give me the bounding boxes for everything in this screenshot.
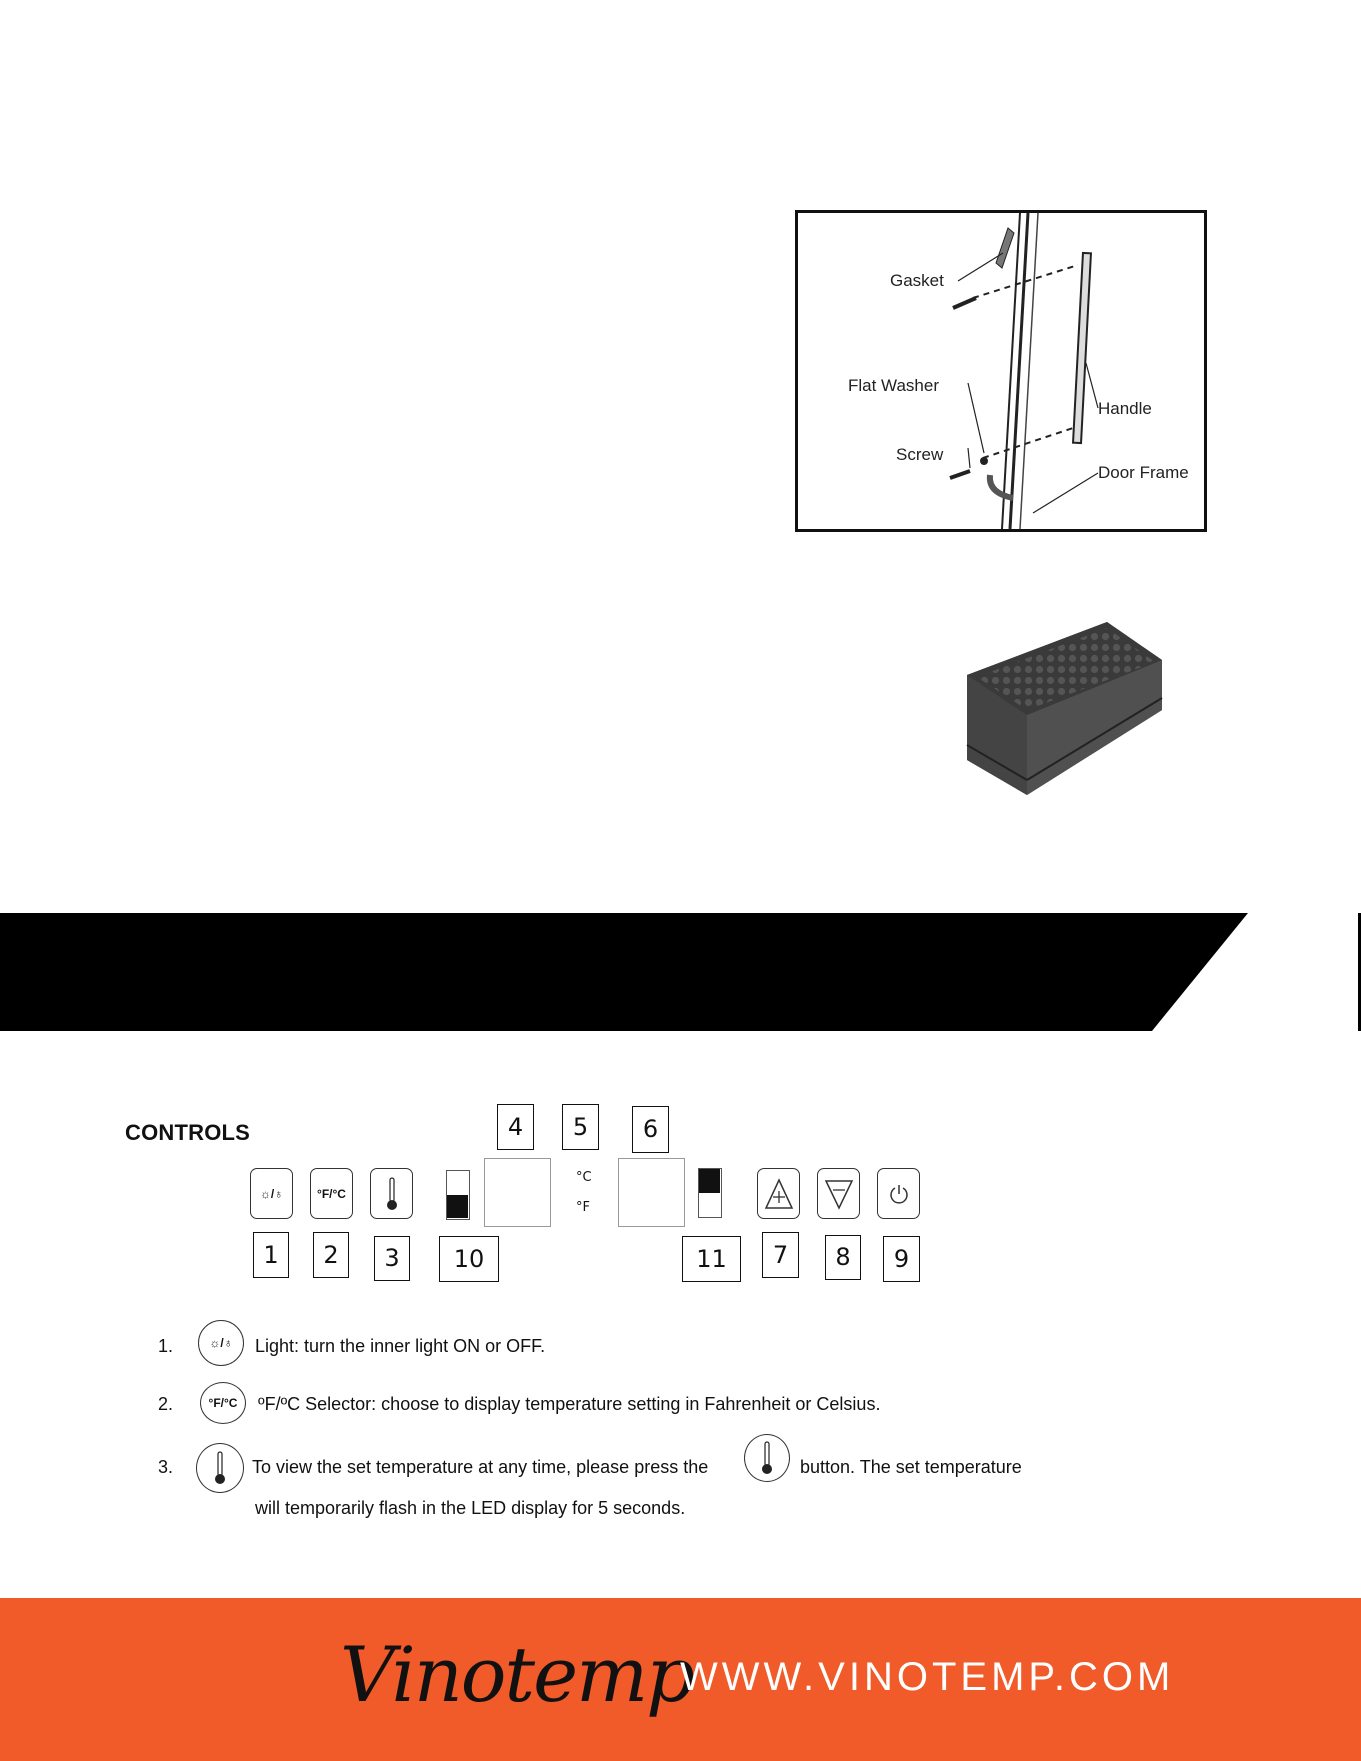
callout-4: 4 <box>497 1104 534 1150</box>
temp-down-button[interactable] <box>817 1168 860 1219</box>
item-1-number: 1. <box>158 1336 174 1356</box>
section-banner <box>0 913 1361 1031</box>
fc-selector-icon: °F/°C <box>200 1382 246 1424</box>
power-icon <box>888 1183 910 1205</box>
item-3-number: 3. <box>158 1457 174 1477</box>
controls-heading: CONTROLS <box>125 1120 251 1145</box>
callout-3: 3 <box>374 1236 410 1281</box>
handle-installation-diagram <box>795 210 1207 532</box>
handle-label: Handle <box>1098 399 1152 418</box>
fahrenheit-celsius-button[interactable] <box>310 1168 353 1219</box>
light-icon: ☼/♁ <box>198 1320 244 1366</box>
callout-6: 6 <box>632 1106 669 1153</box>
flat-washer-label: Flat Washer <box>848 376 940 395</box>
callout-8: 8 <box>825 1235 861 1280</box>
celsius-indicator: °C <box>576 1170 592 1185</box>
callout-2: 2 <box>313 1232 349 1278</box>
item-3-text-c: will temporarily flash in the LED display for 5 seconds. <box>255 1498 686 1518</box>
zone-indicator-left <box>446 1170 470 1220</box>
bottle-icon-lower <box>447 1195 468 1218</box>
item-2-number: 2. <box>158 1394 174 1414</box>
item-3-text-a: To view the set temperature at any time, please press the <box>252 1457 709 1477</box>
charcoal-filter-image <box>957 620 1167 805</box>
plus-triangle-icon <box>764 1177 794 1211</box>
led-display-left <box>484 1158 551 1227</box>
callout-11: 11 <box>682 1236 741 1282</box>
callout-10: 10 <box>439 1236 499 1282</box>
item-2-text: ºF/ºC Selector: choose to display temperature setting in Fahrenheit or Celsius. <box>258 1394 881 1414</box>
door-frame-label: Door Frame <box>1098 463 1189 482</box>
led-display-right <box>618 1158 685 1227</box>
light-button[interactable] <box>250 1168 293 1219</box>
thermometer-icon <box>385 1176 399 1212</box>
thermometer-icon <box>744 1434 790 1482</box>
thermometer-icon <box>196 1443 244 1493</box>
light-bulb-icon: ☼/♁ <box>259 1186 284 1201</box>
callout-9: 9 <box>883 1236 920 1282</box>
screw-label: Screw <box>896 445 944 464</box>
fc-icon: °F/°C <box>317 1186 346 1201</box>
callout-5: 5 <box>562 1104 599 1150</box>
bottle-icon-upper <box>699 1169 720 1193</box>
zone-indicator-right <box>698 1168 722 1218</box>
gasket-label: Gasket <box>890 271 944 290</box>
website-url: WWW.VINOTEMP.COM <box>680 1655 1175 1699</box>
callout-1: 1 <box>253 1232 289 1278</box>
minus-triangle-icon <box>824 1177 854 1211</box>
thermometer-button[interactable] <box>370 1168 413 1219</box>
fahrenheit-indicator: °F <box>576 1200 590 1215</box>
vinotemp-logo: Vinotemp <box>340 1630 693 1719</box>
item-1-text: Light: turn the inner light ON or OFF. <box>255 1336 546 1356</box>
callout-7: 7 <box>762 1232 799 1278</box>
temp-up-button[interactable] <box>757 1168 800 1219</box>
item-3-text-b: button. The set temperature <box>800 1457 1022 1477</box>
power-button[interactable] <box>877 1168 920 1219</box>
